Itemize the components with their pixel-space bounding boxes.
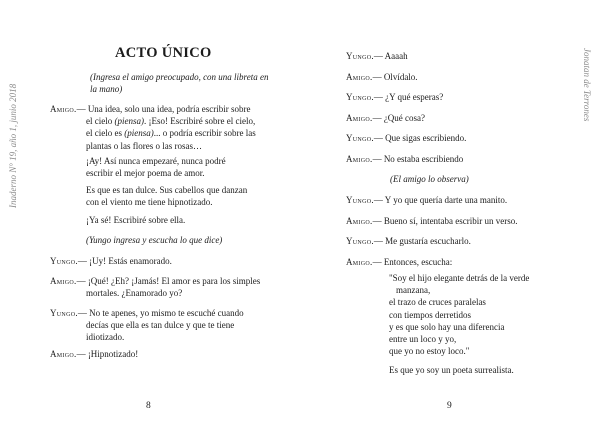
poem-line: con tiempos derretidos [389,309,471,320]
act-title: ACTO ÚNICO [115,45,212,61]
speech-text: el cielo es [86,128,125,139]
poem-line: manzana, [396,285,431,296]
dialogue-line [346,215,591,227]
speech-text: — No te apenes, yo mismo te escuché cuando [77,308,244,318]
dialogue-block-2 [346,194,591,268]
speech-text: — ¡Uy! Estás enamorado. [77,256,172,266]
amigo-speech-1-line-2 [50,115,290,127]
speech-text: — Entonces, escucha: [372,256,453,267]
speech-text: — ¡Qué! ¿Eh? ¡Jamás! El amor es para los simples [76,276,261,286]
poem-line: que yo no estoy loco." [389,346,470,357]
yungo-speech-1 [50,255,290,267]
speaker-label: Yungo. [50,256,78,266]
poem-line: entre un loco y yo, [389,334,457,345]
dialogue-line [346,194,591,206]
amigo-speech-1-line-3 [50,127,290,139]
stage-direction-2: (Yungo ingresa y escucha lo que dice) [86,235,223,245]
yungo-speech-2-line-1 [50,307,290,319]
speech-text: . ¡Eso! Escribiré sobre el cielo, [144,116,256,127]
aside-text: (piensa) [124,128,154,139]
amigo-speech-2 [50,275,290,299]
yungo-speech-2-line-3: idiotizado. [86,332,125,343]
amigo-paragraph-2 [86,155,296,179]
speaker-label: Amigo. [346,153,373,164]
speech-text: — ¿Qué cosa? [372,112,426,123]
speech-text: — No estaba escribiendo [372,153,464,164]
speech-text: — Olvídalo. [372,71,418,82]
speech-text: el cielo [86,116,115,127]
amigo-speech-2-line-2: mortales. ¿Enamorado yo? [86,288,183,299]
amigo-speech-1-line-4: plantas o las flores o las rosas… [86,140,202,151]
dialogue-line [346,256,591,268]
speaker-label: Amigo. [346,112,373,123]
dialogue-line [346,71,586,83]
speech-text: — Y yo que quería darte una manito. [373,195,508,205]
speaker-label: Yungo. [346,236,374,246]
speech-text: — Aaaah [373,51,408,61]
speech-text: — Que sigas escribiendo. [373,133,467,143]
speech-text: ... o podría escribir sobre las [153,128,256,139]
paragraph-line: ¡Ay! Así nunca empezaré, nunca podré [86,156,226,166]
speech-text: — ¿Y qué esperas? [373,92,444,102]
paragraph-line: escribir el mejor poema de amor. [86,168,205,179]
amigo-speech-3 [50,348,290,360]
paragraph-line: con el viento me tiene hipnotizado. [86,197,213,208]
speaker-label: Amigo. [50,104,77,114]
speaker-label: Amigo. [346,256,373,267]
aside-text: (piensa) [114,116,144,127]
stage-direction-1: (Ingresa el amigo preocupado, con una libreta en la mano) [90,72,269,95]
running-head-right: Jonatan de Terrones [582,48,592,122]
poem-line: el trazo de cruces paralelas [389,297,486,308]
page-number-left: 8 [146,401,151,411]
speaker-label: Yungo. [346,51,374,61]
speech-text: — Una idea, solo una idea, podría escribir sobre [76,104,251,114]
stage-direction-3: (El amigo lo observa) [390,174,469,184]
poem-line: "Soy el hijo elegante detrás de la verde [389,273,530,283]
speaker-label: Amigo. [346,215,373,226]
yungo-speech-2 [50,307,290,344]
dialogue-line [346,132,586,144]
dialogue-line [346,112,586,124]
speech-text: — Bueno sí, intentaba escribir un verso. [372,215,518,226]
dialogue-line [346,50,586,62]
poem [389,272,589,357]
speaker-label: Yungo. [346,195,374,205]
amigo-paragraph-3 [86,184,296,208]
amigo-speech-1-line-1 [50,103,290,115]
speaker-label: Amigo. [50,276,77,286]
speaker-label: Amigo. [346,71,373,82]
dialogue-line [346,153,586,165]
paragraph-line: Es que es tan dulce. Sus cabellos que danzan [86,185,248,195]
speaker-label: Yungo. [346,133,374,143]
speaker-label: Yungo. [346,92,374,102]
dialogue-line [346,91,586,103]
right-page [300,0,600,425]
speaker-label: Amigo. [50,349,77,359]
dialogue-block-1 [346,50,586,165]
yungo-speech-2-line-2: decías que ella es tan dulce y que te tiene [86,320,235,331]
amigo-speech-2-line-1 [50,275,290,287]
amigo-paragraph-4: ¡Ya sé! Escribiré sobre ella. [86,215,186,225]
speaker-label: Yungo. [50,308,78,318]
running-head-left: Inaderno N° 19, año 1, junio 2018 [8,83,18,208]
closing-line: Es que yo soy un poeta surrealista. [389,365,514,375]
page-number-right: 9 [447,401,452,411]
amigo-speech-1 [50,103,290,152]
speech-text: — Me gustaría escucharlo. [373,236,471,246]
speech-text: — ¡Hipnotizado! [76,349,139,359]
dialogue-line [346,235,591,247]
poem-line: y es que solo hay una diferencia [389,321,505,332]
